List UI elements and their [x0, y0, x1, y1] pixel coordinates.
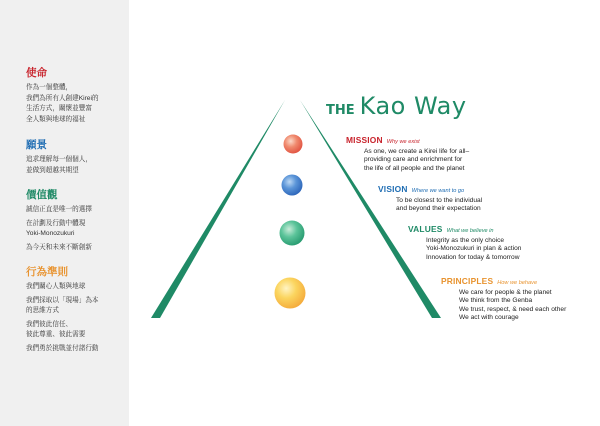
layer-subtitle: Where we want to go [411, 188, 465, 194]
sidebar-line: 我們採取以「現場」為本 [26, 296, 99, 304]
layer-values [408, 219, 521, 262]
layer-name: MISSION [346, 135, 383, 145]
sidebar-line: 彼此尊重、彼此需要 [26, 331, 86, 338]
layer-line: providing care and enrichment for [364, 156, 463, 164]
layer-subtitle: How we behave [497, 280, 538, 286]
layer-line: Innovation for today & tomorrow [426, 253, 520, 261]
sidebar-heading-values: 價值觀 [26, 189, 58, 201]
layer-line: Yoki-Monozukuri in plan & action [426, 245, 522, 253]
layer-subtitle: Why we exist [386, 139, 420, 145]
sidebar-line: 為今天和未來不斷創新 [26, 243, 92, 251]
layer-mission [346, 130, 469, 173]
sidebar-line: Yoki-Monozukuri [26, 230, 75, 237]
road-left-edge [151, 100, 285, 318]
layer-name: VALUES [408, 224, 443, 234]
sidebar-line: 並做到超越其期望 [26, 166, 79, 174]
mission-orb [284, 135, 303, 154]
sidebar-line: 在計劃及行動中體現 [26, 219, 86, 227]
layer-vision [378, 179, 482, 214]
layer-line: As one, we create a Kirei life for all– [364, 148, 470, 155]
layer-line: We think from the Genba [459, 297, 533, 305]
layer-line: We care for people & the planet [459, 289, 552, 296]
sidebar-line: 的思維方式 [26, 307, 59, 314]
sidebar-line: 作為一個整體， [26, 84, 73, 91]
title-brand: Kao Way [359, 92, 467, 120]
sidebar-line: 我們勇於挑戰並付諸行動 [26, 344, 99, 352]
title-the: THE [326, 103, 355, 118]
layer-line: To be closest to the individual [396, 197, 483, 204]
layer-name: VISION [378, 184, 408, 194]
sidebar-line: 誠信正直是唯一的選擇 [26, 206, 92, 213]
sidebar-line: 我們關心人類與地球 [26, 283, 86, 290]
sidebar-heading-principles: 行為準則 [26, 266, 68, 278]
values-orb [280, 221, 305, 246]
sidebar-line: 生活方式，關懷並豐富 [26, 105, 92, 112]
layer-name: PRINCIPLES [441, 276, 494, 286]
sidebar-line: 全人類與地球的福祉 [26, 115, 86, 123]
layer-line: We trust, respect, & need each other [459, 305, 567, 313]
page-title [326, 92, 467, 120]
vision-orb [282, 175, 303, 196]
sidebar-line: 追求理解每一個個人， [26, 156, 92, 163]
layer-line: Integrity as the only choice [426, 237, 505, 244]
layer-principles [441, 271, 566, 323]
sidebar-heading-vision: 願景 [26, 139, 47, 151]
sidebar-line: 我們彼此信任、 [26, 320, 73, 328]
layer-line: and beyond their expectation [396, 205, 481, 213]
sidebar-line: 我們為所有人創建Kirei的 [26, 94, 99, 102]
layer-line: We act with courage [459, 314, 519, 322]
principles-orb [275, 278, 306, 309]
layer-line: the life of all people and the planet [364, 164, 465, 172]
layer-subtitle: What we believe in [446, 228, 494, 234]
sidebar-heading-mission: 使命 [26, 67, 47, 79]
